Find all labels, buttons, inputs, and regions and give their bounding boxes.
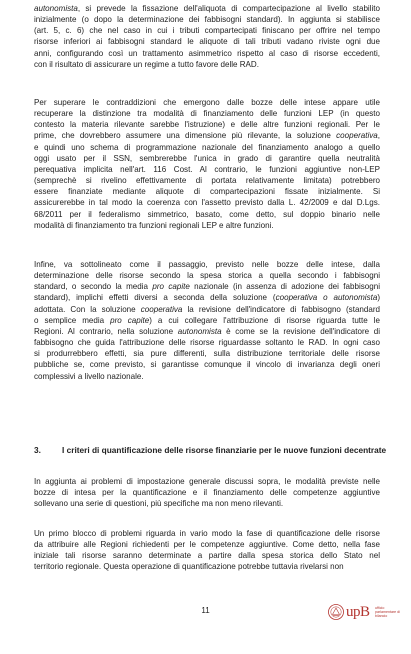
- text-line: [34, 186, 380, 197]
- text-line: [34, 371, 380, 382]
- text-run: inizialmente (o dopo la determinazione dei fabbisogni standard). In aggiunta si stabilisce: [34, 15, 380, 25]
- text-line: [34, 337, 380, 348]
- text-run: Per superare le contraddizioni che emergono dalle bozze delle intese appare utile: [34, 98, 380, 107]
- upb-logo: [327, 603, 407, 623]
- text-run: adottata. Con la soluzione: [34, 304, 141, 314]
- text-line: [34, 259, 380, 270]
- text-run: standard), implichi effetti diversi a seconda della soluzione (: [34, 293, 276, 303]
- text-run: fabbisogno che guida l'attribuzione delle risorse riguardasse soltanto le RAD. In ogni caso: [34, 338, 380, 348]
- italic-text: pro capite: [152, 282, 190, 292]
- text-run: con il risultato di assicurare un regime a tutto favore delle RAD.: [34, 59, 259, 69]
- text-line: [34, 315, 380, 326]
- text-line: [34, 348, 380, 359]
- text-line: [34, 197, 380, 208]
- text-line: [34, 48, 380, 59]
- text-line: [34, 108, 380, 119]
- text-run: In aggiunta ai problemi di impostazione generale discussi sopra, le modalità previste nelle: [34, 477, 380, 486]
- italic-text: cooperativa: [140, 304, 183, 314]
- text-run: recuperare la distinzione tra modalità di finanziamento delle funzioni LEP (in questo: [34, 109, 380, 119]
- text-run: pubbliche se, come previsto, si garantisse comunque il vincolo di invarianza degli oneri: [34, 360, 380, 370]
- text-run: 68/2011 per il federalismo simmetrico, basato, come detto, sul doppio binario nelle: [34, 209, 380, 219]
- text-line: [34, 281, 380, 292]
- text-line: [34, 130, 380, 141]
- text-run: e quindi uno schema di programmazione nazionale del finanziamento analogo a quello: [34, 142, 380, 152]
- text-run: modalità di finanziamento tra funzioni regionali LEP e altre funzioni.: [34, 220, 274, 230]
- text-line: [34, 3, 380, 14]
- logo-wordmark: upB: [346, 604, 370, 620]
- text-run: iniziale tali risorse saranno determinate a partire dalla spesa storica dello Stato nel: [34, 551, 380, 561]
- institution-seal-icon: [327, 603, 345, 621]
- text-run: (semprechè si rivelino effettivamente di portata relativamente limitata) potrebbero: [34, 176, 380, 186]
- text-line: [34, 59, 380, 70]
- text-line: [34, 539, 380, 550]
- text-line: [34, 561, 380, 572]
- italic-text: cooperativa o autonomista: [275, 293, 378, 303]
- italic-text: pro capite: [110, 315, 150, 325]
- text-run: ) a cui collegare l'attribuzione di risorse riguarda tutte le: [149, 315, 380, 325]
- text-line: [34, 36, 380, 47]
- text-line: [34, 14, 380, 25]
- text-run: bozze di intesa per la quantificazione e il finanziamento delle competenze aggiuntive: [34, 488, 380, 498]
- text-line: [34, 498, 380, 509]
- italic-text: autonomista: [177, 326, 222, 336]
- text-run: nazionale (in assenza di adozione dei fabbisogni: [189, 282, 380, 292]
- paragraph-4: [34, 476, 380, 509]
- text-run: da attribuire alle Regioni richiedenti per le competenze aggiuntive. Come detto, nella fase: [34, 540, 380, 550]
- text-run: territorio regionale. Questa operazione di quantificazione potrebbe tuttavia rivelarsi non: [34, 562, 344, 572]
- text-run: prime, che dovrebbero assumere una dimensione più rilevante, la soluzione: [34, 131, 337, 141]
- text-run: ): [377, 293, 381, 303]
- text-line: [34, 270, 380, 281]
- text-line: [34, 25, 380, 36]
- section-heading: [34, 445, 387, 455]
- text-line: [34, 292, 380, 303]
- logo-tagline: ufficio parlamentare di bilancio: [375, 606, 400, 619]
- text-run: la revisione dell'indicatore di fabbisogno (standard: [182, 304, 381, 314]
- text-line: [34, 209, 380, 220]
- section-number: 3.: [34, 445, 41, 455]
- text-line: [34, 153, 380, 164]
- italic-text: autonomista: [34, 4, 78, 13]
- text-run: anni, configurando così un trattamento asimmetrico rispetto al caso di risorse eccedenti,: [34, 48, 380, 58]
- text-run: Un primo blocco di problemi riguarda in vario modo la fase di quantificazione delle risorse: [34, 529, 380, 538]
- text-line: [34, 220, 380, 231]
- text-run: ,: [377, 131, 380, 141]
- italic-text: cooperativa: [336, 131, 378, 141]
- text-line: [34, 359, 380, 370]
- text-line: [34, 487, 380, 498]
- text-run: complessivi a livello nazionale.: [34, 371, 144, 381]
- text-run: (art. 5, c. 6) che nel caso in cui i tributi compartecipati finiscano per offrire nel tempo: [34, 26, 380, 36]
- text-run: si produrrebbero effetti, sia pure differenti, sulla distribuzione territoriale delle risorse: [34, 349, 380, 359]
- text-run: o semplice media: [34, 315, 111, 325]
- paragraph-2: [34, 97, 380, 231]
- text-run: Infine, va sottolineato come il passaggio, previsto nelle bozze delle intese, dalla: [34, 260, 380, 269]
- text-run: , si prevede la fissazione dell'aliquota di compartecipazione al livello stabilito: [77, 4, 380, 13]
- text-run: Regioni. Al contrario, nella soluzione: [34, 326, 178, 336]
- text-run: risorse inferiori ai fabbisogni standard le aliquote di tali tributi vadano riviste ogni due: [34, 37, 380, 47]
- text-line: [34, 142, 380, 153]
- page-number: 11: [201, 606, 210, 615]
- text-run: oggi usato per il SSN, sembrerebbe l'unica in grado di garantire quella neutralità: [34, 153, 380, 163]
- text-line: [34, 97, 380, 108]
- text-run: è come se la revisione dell'indicatore di: [221, 326, 380, 336]
- text-line: [34, 528, 380, 539]
- text-run: standard, o secondo la media: [34, 282, 153, 292]
- text-run: essere finanziate mediante aliquote di compartecipazioni fissate inizialmente. Si: [34, 187, 380, 197]
- text-line: [34, 476, 380, 487]
- section-title: I criteri di quantificazione delle risorse finanziarie per le nuove funzioni decentrate: [62, 445, 387, 455]
- text-line: [34, 119, 380, 130]
- paragraph-1: [34, 3, 380, 70]
- paragraph-5: [34, 528, 380, 573]
- text-line: [34, 304, 380, 315]
- text-line: [34, 326, 380, 337]
- text-run: determinazione delle risorse secondo la spesa storica a quella secondo i fabbisogni: [34, 271, 380, 281]
- text-run: contesto la materia rilevante sarebbe l'istruzione) e delle altre funzioni regionali. Per le: [34, 120, 380, 130]
- text-line: [34, 175, 380, 186]
- paragraph-3: [34, 259, 380, 382]
- text-line: [34, 550, 380, 561]
- text-run: perequativa implicita nell'art. 116 Cost. Al contrario, le funzioni aggiuntive non-LEP: [34, 164, 380, 174]
- text-run: sollevano una serie di questioni, più specifiche ma non meno rilevanti.: [34, 499, 284, 509]
- text-run: assicurerebbe in tal modo la coerenza con l'assetto previsto dalla L. 42/2009 e dal D.Lgs.: [34, 198, 380, 208]
- text-line: [34, 164, 380, 175]
